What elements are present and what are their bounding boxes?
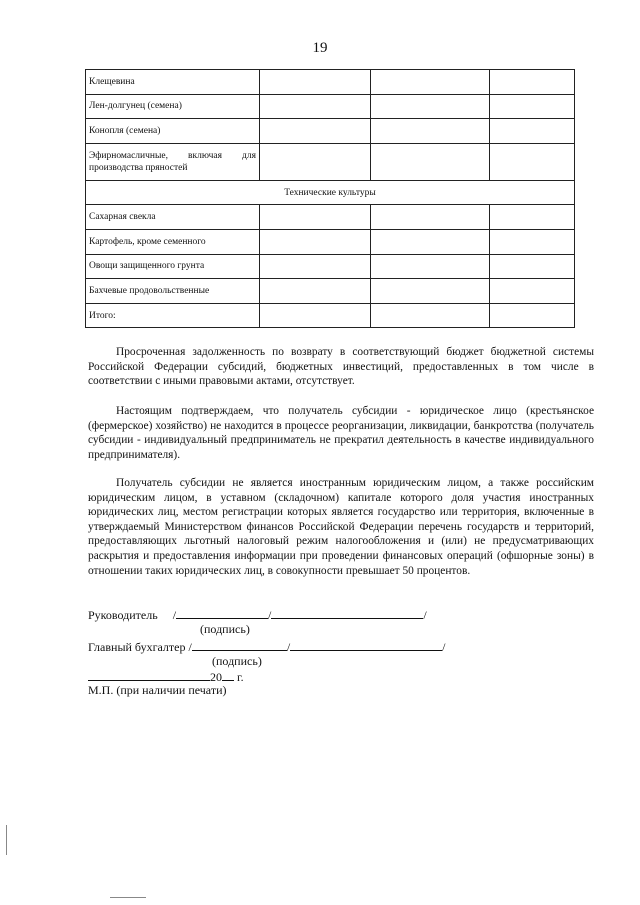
table-cell [490,94,575,119]
table-row [86,143,575,180]
table-cell [371,229,490,254]
table-row [86,279,575,304]
table-cell [371,94,490,119]
table-cell [490,143,575,180]
table-cell [490,205,575,230]
table-cell [371,254,490,279]
table-cell [260,205,371,230]
table-row [86,119,575,144]
table-cell [260,143,371,180]
row-label: Лен-долгунец (семена) [86,94,260,119]
date-blank[interactable] [88,668,210,681]
table-cell [490,303,575,328]
table-cell [260,70,371,95]
table-section-row [86,180,575,205]
crops-table [85,69,575,328]
table-cell [371,205,490,230]
table-row [86,254,575,279]
accountant-name-blank[interactable] [290,638,442,651]
table-cell [260,279,371,304]
paragraph-debt: Просроченная задолженность по возврату в соответствующий бюджет бюджетной системы Российской Федерации субсидий, бюджетных инвестиций, предоставленных в том числе в соответствии с иными правовыми актами, отсутствует. [88,346,594,388]
paragraph-reorganization: Настоящим подтверждаем, что получатель субсидии - юридическое лицо (крестьянское (фермерское) хозяйство) не находится в процессе реорганизации, ликвидации, банкротства (получатель субсидии - индивидуальный предприниматель не прекратил деятельность в качестве индивидуального предпринимателя). [88,405,594,461]
head-name-blank[interactable] [271,606,423,619]
row-label: Клещевина [86,70,260,95]
head-signature-line: Руководитель / / / [88,608,427,622]
chief-accountant-signature-line: Главный бухгалтер / / / [88,640,446,654]
table-cell [371,303,490,328]
table-cell [490,70,575,95]
table-row [86,229,575,254]
table-row [86,205,575,230]
seal-label: М.П. (при наличии печати) [88,683,227,697]
table-cell [260,94,371,119]
table-cell [260,229,371,254]
table-cell [371,143,490,180]
table-cell [260,119,371,144]
table-row [86,94,575,119]
table-row [86,70,575,95]
section-title: Технические культуры [86,180,575,205]
signature-caption: (подпись) [212,654,262,668]
row-label: Картофель, кроме семенного [86,229,260,254]
scan-artifact [6,825,7,855]
table-cell [371,119,490,144]
table-cell [260,254,371,279]
table-cell [371,279,490,304]
row-label: Овощи защищенного грунта [86,254,260,279]
row-label: Эфирномасличные, включая для производства пряностей [86,143,260,180]
table-cell [260,303,371,328]
page-number: 19 [312,40,328,56]
total-label: Итого: [86,303,260,328]
signature-caption: (подпись) [200,622,250,636]
table-cell [490,119,575,144]
row-label: Сахарная свекла [86,205,260,230]
table-cell [490,254,575,279]
paragraph-foreign-entity: Получатель субсидии не является иностранным юридическим лицом, а также российским юридическим лицом, в уставном (складочном) капитале которого доля участия иностранных юридических лиц, местом регистрации которых является государство или территория, включенные в утверждаемый Министерством финансов Российской Федерации перечень государств и территорий, предоставляющих льготный налоговый режим налогообложения и (или) не предусматривающих раскрытия и предоставления информации при проведении финансовых операций (офшорные зоны) в отношении таких юридических лиц, в совокупности превышает 50 процентов. [88,477,594,577]
date-line: 20 г. [88,668,244,684]
scan-artifact [110,897,146,898]
year-blank[interactable] [222,668,234,681]
accountant-signature-blank[interactable] [192,638,287,651]
head-signature-blank[interactable] [176,606,268,619]
row-label: Конопля (семена) [86,119,260,144]
table-cell [371,70,490,95]
table-cell [490,279,575,304]
row-label: Бахчевые продовольственные [86,279,260,304]
table-row [86,303,575,328]
table-cell [490,229,575,254]
